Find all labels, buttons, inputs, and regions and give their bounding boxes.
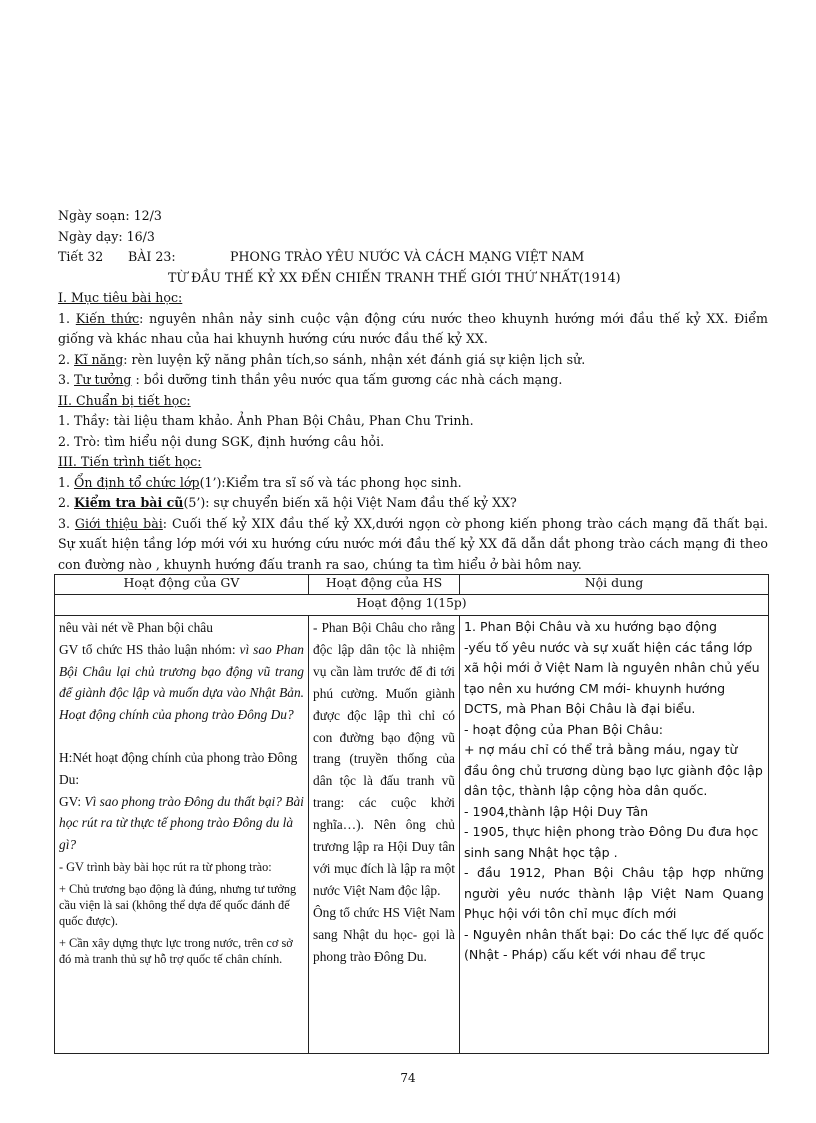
review-label: Kiểm tra bài cũ <box>74 495 184 510</box>
knowledge-label: Kiến thức <box>75 310 140 326</box>
introduction-label: Giới thiệu bài <box>74 515 163 531</box>
item-number: 2. <box>58 495 75 510</box>
content-item: + nợ máu chỉ có thể trả bằng máu, ngay từ đầu ông chủ trương dùng bạo lực giành độc lập dân tộc, thành lập cộng hòa dân quốc. <box>464 742 763 798</box>
teacher-discussion <box>59 639 304 726</box>
item-number: 3. <box>58 372 75 387</box>
class-order-label: Ổn định tổ chức lớp <box>74 474 200 490</box>
content-heading: 1. Phan Bội Châu và xu hướng bạo động <box>464 619 717 634</box>
student-activity-cell <box>309 616 460 1054</box>
teacher-text: nêu vài nét về Phan bội châu <box>59 620 213 635</box>
item-number: 3. <box>58 515 75 531</box>
lesson-title-line2: TỪ ĐẦU THẾ KỶ XX ĐẾN CHIẾN TRANH THẾ GIỚI THỨ NHẤT(1914) <box>168 269 621 285</box>
objective-attitude <box>58 370 768 391</box>
date-prepared: Ngày soạn: 12/3 <box>58 208 162 223</box>
objective-knowledge <box>58 309 768 350</box>
skills-label: Kĩ năng <box>74 351 124 367</box>
class-order-text: (1’):Kiểm tra sĩ số và tác phong học sinh. <box>199 474 462 490</box>
student-answer-2: Ông tổ chức HS Việt Nam sang Nhật du học- gọi là phong trào Đông Du. <box>313 904 455 964</box>
content-item: - đầu 1912, Phan Bội Châu tập hợp những người yêu nước thành lập Việt Nam Quang Phục hội với tôn chỉ mục đích mới <box>464 865 764 921</box>
column-header-content: Nội dung <box>460 575 769 595</box>
lesson-number: BÀI 23: <box>128 249 176 264</box>
attitude-label: Tư tưởng <box>74 372 132 387</box>
attitude-text: : bồi dưỡng tinh thần yêu nước qua tấm gương các nhà cách mạng. <box>131 372 563 387</box>
preparation-teacher: 1. Thầy: tài liệu tham khảo. Ảnh Phan Bội Châu, Phan Chu Trinh. <box>58 413 474 428</box>
section-objectives-heading: I. Mục tiêu bài học: <box>58 290 183 305</box>
objective-skills <box>58 350 768 371</box>
teacher-text: GV tổ chức HS thảo luận nhóm: <box>59 641 240 657</box>
procedure-introduction <box>58 514 768 576</box>
teacher-text: GV: <box>59 793 85 809</box>
introduction-text: : Cuối thế kỷ XIX đầu thế kỷ XX,dưới ngọn cờ phong kiến phong trào cách mạng đã thất bại. Sự xuất hiện tầng lớp mới với xu hướng cứu nước mới đầu thế kỷ XX đã dẫn dắt phong trào cách mạng đi theo con đường nào , khuynh hướng đấu tranh ra sao, chúng ta tìm hiểu ở bài hôm nay. <box>58 515 768 572</box>
table-row <box>55 616 769 1054</box>
failure-question: Vì sao phong trào Đông du thất bại? Bài học rút ra từ thực tế phong trào Đông du là gì? <box>59 793 304 853</box>
item-number: 1. <box>58 310 76 326</box>
teacher-lesson-point-1: + Chủ trương bạo động là đúng, nhưng tư tưởng cầu viện là sai (không thể dựa đế quốc đánh đế quốc được). <box>59 881 297 928</box>
spacer <box>59 726 304 747</box>
teacher-activity-cell <box>55 616 309 1054</box>
content-item: - 1905, thực hiện phong trào Đông Du đưa học sinh sang Nhật học tập . <box>464 824 759 860</box>
skills-text: : rèn luyện kỹ năng phân tích,so sánh, nhận xét đánh giá sự kiện lịch sử. <box>123 351 586 367</box>
content-item: - Nguyên nhân thất bại: Do các thế lực đế quốc (Nhật - Pháp) cấu kết với nhau để trục <box>464 926 764 962</box>
lesson-header <box>58 206 768 575</box>
content-item: -yếu tố yêu nước và sự xuất hiện các tầng lớp xã hội mới ở Việt Nam là nguyên nhân chủ yếu tạo nên xu hướng CM mới- khuynh hướng DCTS, mà Phan Bội Châu là đại biểu. <box>464 639 760 716</box>
section-procedure-heading: III. Tiến trình tiết học: <box>58 454 202 469</box>
table-header-row <box>55 575 769 595</box>
teacher-lesson: - GV trình bày bài học rút ra từ phong trào: <box>59 859 272 874</box>
period-label: Tiết 32 <box>58 249 104 264</box>
column-header-student: Hoạt động của HS <box>309 575 460 595</box>
content-item: - hoạt động của Phan Bội Châu: <box>464 721 664 737</box>
lesson-title-row <box>58 247 768 268</box>
date-taught: Ngày dạy: 16/3 <box>58 228 155 244</box>
review-text: (5’): sự chuyển biến xã hội Việt Nam đầu thế kỷ XX? <box>183 495 517 510</box>
lesson-title-line1: PHONG TRÀO YÊU NƯỚC VÀ CÁCH MẠNG VIỆT NAM <box>230 249 585 264</box>
section-preparation-heading: II. Chuẩn bị tiết học: <box>58 392 191 408</box>
content-item: - 1904,thành lập Hội Duy Tân <box>464 803 649 819</box>
activity-row <box>55 595 769 616</box>
discussion-question: vì sao Phan Bội Châu lại chủ trương bạo động vũ trang để giành độc lập và muốn dựa vào Nhật Bản. Hoạt động chính của phong trào Đông Du? <box>59 641 304 723</box>
teacher-question-2 <box>59 791 304 856</box>
teacher-lesson-point-2: + Cần xây dựng thực lực trong nước, trên cơ sở đó mà tranh thủ sự hỗ trợ quốc tế chân chính. <box>59 935 293 966</box>
preparation-student: 2. Trò: tìm hiểu nội dung SGK, định hướng câu hỏi. <box>58 433 385 449</box>
procedure-class-order <box>58 473 768 494</box>
teacher-question: H:Nét hoạt động chính của phong trào Đông Du: <box>59 749 298 787</box>
activity-table <box>54 574 769 1054</box>
content-cell <box>460 616 769 1054</box>
item-number: 1. <box>58 474 75 490</box>
student-answer-1: - Phan Bội Châu cho rằng độc lập dân tộc là nhiệm vụ cần làm trước để đi tới phú cường. Muốn giành được độc lập thì chỉ có con đường bạo động vũ trang (truyền thống của dân tộc là đấu tranh vũ trang: các cuộc khởi nghĩa…). Nên ông chủ trương lập ra Hội Duy tân với mục đích là lập ra một nước Việt Nam độc lập. <box>313 620 455 898</box>
procedure-review <box>58 493 768 514</box>
knowledge-text: : nguyên nhân nảy sinh cuộc vận động cứu nước theo khuynh hướng mới đầu thế kỷ XX. Điểm giống và khác nhau của hai khuynh hướng cứu nước đầu thế kỷ XX. <box>58 310 768 346</box>
column-header-teacher: Hoạt động của GV <box>55 575 309 595</box>
activity-title: Hoạt động 1(15p) <box>55 595 769 616</box>
item-number: 2. <box>58 351 75 367</box>
page-number: 74 <box>400 1071 416 1085</box>
